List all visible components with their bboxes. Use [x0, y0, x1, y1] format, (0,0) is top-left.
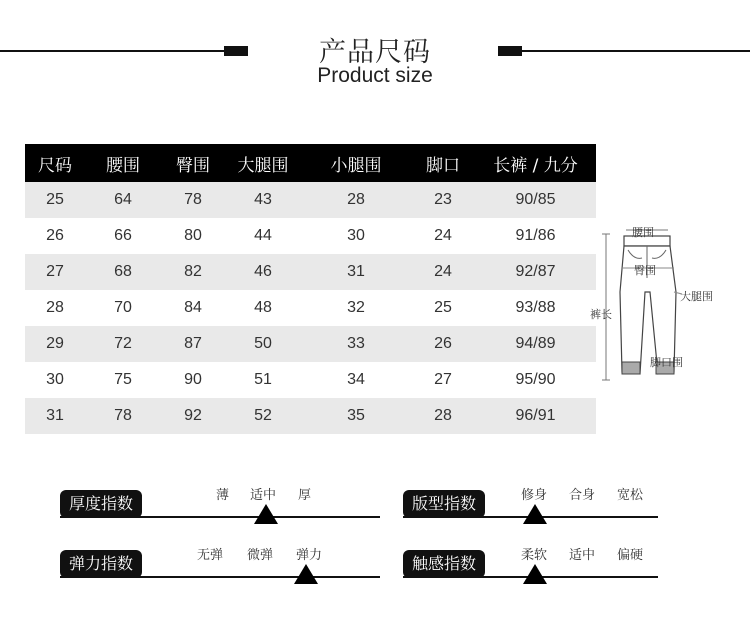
table-cell: 94/89 [515, 335, 556, 352]
index-option: 弹力 [296, 548, 323, 563]
table-row [25, 326, 596, 362]
label-length: 裤长 [590, 308, 612, 321]
index-option: 合身 [569, 488, 596, 503]
table-cell: 26 [434, 335, 452, 352]
table-cell: 68 [114, 263, 132, 280]
index-label: 厚度指数 [60, 490, 142, 518]
col-header: 臀围 [176, 155, 210, 176]
table-cell: 46 [254, 263, 272, 280]
index-option: 宽松 [617, 488, 644, 503]
table-cell: 35 [347, 407, 365, 424]
index-option: 修身 [521, 488, 548, 503]
index-option: 偏硬 [617, 548, 644, 563]
table-cell: 25 [434, 299, 452, 316]
table-cell: 34 [347, 371, 365, 388]
table-cell: 66 [114, 227, 132, 244]
table-cell: 30 [46, 371, 64, 388]
table-cell: 72 [114, 335, 132, 352]
label-thigh: 大腿围 [680, 290, 713, 303]
pants-diagram [590, 222, 750, 392]
table-cell: 23 [434, 191, 452, 208]
table-cell: 90 [184, 371, 202, 388]
table-row [25, 362, 596, 398]
table-cell: 84 [184, 299, 202, 316]
table-cell: 24 [434, 227, 452, 244]
fit-index [403, 478, 658, 528]
table-cell: 50 [254, 335, 272, 352]
table-cell: 52 [254, 407, 272, 424]
col-header: 大腿围 [237, 155, 289, 176]
table-cell: 51 [254, 371, 272, 388]
table-cell: 82 [184, 263, 202, 280]
table-cell: 28 [46, 299, 64, 316]
table-cell: 29 [46, 335, 64, 352]
size-table-header [25, 144, 596, 182]
table-cell: 78 [114, 407, 132, 424]
selected-marker-icon [523, 504, 547, 524]
table-cell: 70 [114, 299, 132, 316]
label-waist: 腰围 [632, 226, 654, 239]
table-row [25, 290, 596, 326]
index-option: 微弹 [247, 548, 274, 563]
table-cell: 28 [434, 407, 452, 424]
size-table-body [25, 182, 596, 434]
table-cell: 44 [254, 227, 272, 244]
index-option: 适中 [250, 488, 277, 503]
table-row [25, 182, 596, 218]
index-option: 薄 [216, 488, 230, 503]
index-label: 触感指数 [403, 550, 485, 578]
table-cell: 90/85 [515, 191, 556, 208]
label-hip: 臀围 [634, 264, 656, 277]
selected-marker-icon [294, 564, 318, 584]
table-cell: 91/86 [515, 227, 556, 244]
table-cell: 78 [184, 191, 202, 208]
table-row [25, 218, 596, 254]
table-cell: 32 [347, 299, 365, 316]
table-cell: 33 [347, 335, 365, 352]
table-cell: 96/91 [515, 407, 556, 424]
touch-index [403, 538, 658, 588]
table-cell: 25 [46, 191, 64, 208]
label-hem: 脚口围 [650, 356, 683, 369]
table-cell: 27 [46, 263, 64, 280]
table-cell: 31 [347, 263, 365, 280]
index-option: 无弹 [197, 548, 224, 563]
table-cell: 30 [347, 227, 365, 244]
stretch-index [60, 538, 380, 588]
index-label: 弹力指数 [60, 550, 142, 578]
table-cell: 95/90 [515, 371, 556, 388]
selected-marker-icon [523, 564, 547, 584]
table-cell: 75 [114, 371, 132, 388]
size-table [25, 144, 596, 434]
table-cell: 31 [46, 407, 64, 424]
col-header: 小腿围 [330, 155, 382, 176]
index-option: 柔软 [521, 548, 548, 563]
table-cell: 27 [434, 371, 452, 388]
table-cell: 28 [347, 191, 365, 208]
table-cell: 92 [184, 407, 202, 424]
index-option: 厚 [298, 488, 312, 503]
page-title-cn: 产品尺码 [319, 37, 431, 68]
thickness-index [60, 478, 380, 528]
col-header: 脚口 [426, 155, 460, 176]
table-cell: 80 [184, 227, 202, 244]
table-cell: 48 [254, 299, 272, 316]
table-cell: 43 [254, 191, 272, 208]
index-option: 适中 [569, 548, 596, 563]
col-header: 长裤 / 九分 [493, 155, 578, 176]
index-label: 版型指数 [403, 490, 485, 518]
table-cell: 24 [434, 263, 452, 280]
table-row [25, 398, 596, 434]
table-cell: 26 [46, 227, 64, 244]
table-cell: 92/87 [515, 263, 556, 280]
table-cell: 93/88 [515, 299, 556, 316]
table-row [25, 254, 596, 290]
page-title-en: Product size [317, 64, 433, 87]
col-header: 腰围 [106, 155, 140, 176]
selected-marker-icon [254, 504, 278, 524]
table-cell: 64 [114, 191, 132, 208]
col-header: 尺码 [38, 155, 72, 176]
table-cell: 87 [184, 335, 202, 352]
